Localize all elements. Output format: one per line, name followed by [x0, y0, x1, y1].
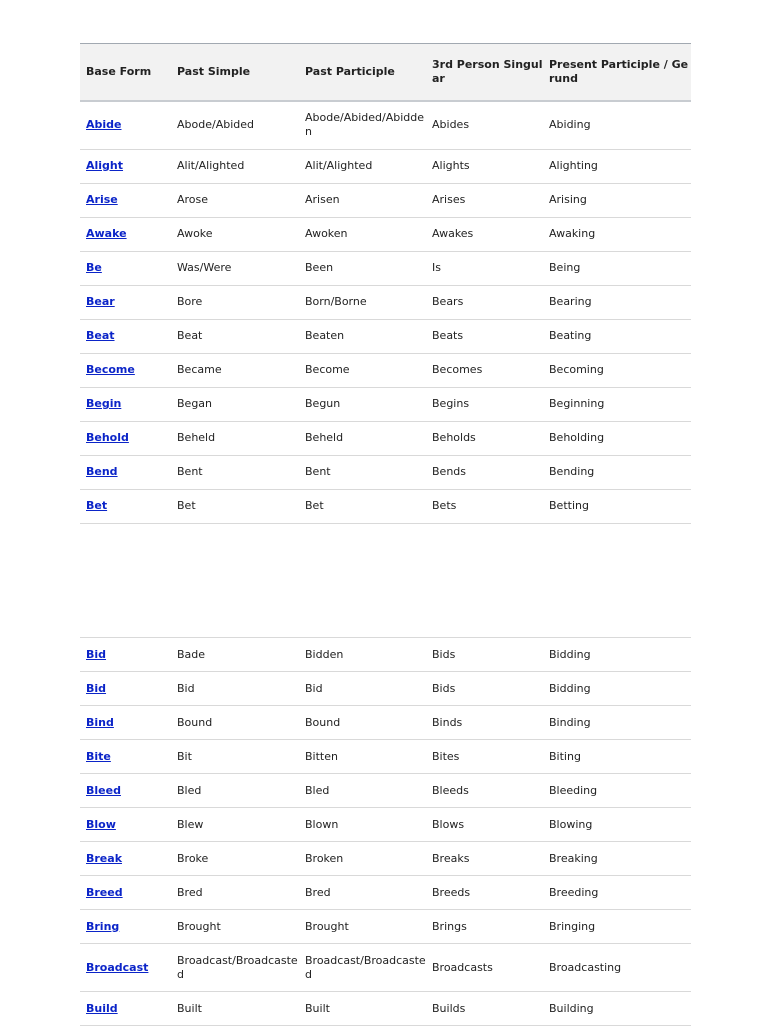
past-participle-cell: Been: [305, 261, 334, 274]
past-simple-cell: Bit: [177, 749, 192, 763]
gerund-cell: Binding: [549, 715, 591, 729]
table-row: [80, 944, 691, 992]
past-simple-cell: Became: [177, 363, 222, 376]
past-participle-cell: Beaten: [305, 329, 345, 342]
table-row: [80, 149, 691, 183]
verb-link[interactable]: Breed: [86, 885, 123, 899]
header-present-participle: Present Participle / Gerund: [549, 58, 689, 85]
past-simple-cell: Brought: [177, 919, 221, 933]
past-participle-cell: Become: [305, 363, 350, 376]
gerund-cell: Bearing: [549, 295, 592, 308]
past-simple-cell: Abode/Abided: [177, 118, 254, 132]
table-row: [80, 774, 691, 808]
past-simple-cell: Bade: [177, 647, 206, 661]
past-participle-cell: Built: [305, 1001, 330, 1015]
base-form-cell: [80, 992, 171, 1026]
gerund-cell: Bidding: [549, 681, 591, 695]
past-simple-cell: Built: [177, 1001, 202, 1015]
gerund-cell: Building: [549, 1001, 594, 1015]
gerund-cell: Beholding: [549, 431, 605, 444]
verb-link[interactable]: Bleed: [86, 783, 121, 797]
third-person-cell: Begins: [432, 397, 470, 410]
past-participle-cell: Brought: [305, 919, 349, 933]
table-row: [80, 910, 691, 944]
table-row: [80, 421, 691, 455]
base-form-cell: [80, 876, 171, 910]
third-person-cell: Blows: [432, 817, 465, 831]
table-row: [80, 353, 691, 387]
gerund-cell: Biting: [549, 749, 581, 763]
past-participle-cell: Blown: [305, 817, 339, 831]
past-simple-cell: Beat: [177, 329, 203, 342]
past-simple-cell: Was/Were: [177, 261, 232, 274]
past-simple-cell: Bore: [177, 295, 203, 308]
base-form-cell: [80, 944, 171, 992]
table-row: [80, 251, 691, 285]
gerund-cell: Awaking: [549, 227, 596, 240]
gerund-cell: Arising: [549, 193, 587, 206]
table-row: [80, 217, 691, 251]
third-person-cell: Binds: [432, 715, 463, 729]
verb-link[interactable]: Build: [86, 1001, 118, 1015]
past-participle-cell: Beheld: [305, 431, 344, 444]
table-2-body: [80, 638, 691, 1026]
past-simple-cell: Blew: [177, 817, 204, 831]
past-participle-cell: Abode/Abided/Abidden: [305, 111, 424, 139]
past-participle-cell: Bound: [305, 715, 341, 729]
gerund-cell: Betting: [549, 499, 589, 512]
gerund-cell: Becoming: [549, 363, 604, 376]
header-third-person-singular: 3rd Person Singular: [432, 58, 543, 85]
third-person-cell: Abides: [432, 118, 470, 132]
base-form-cell: [80, 672, 171, 706]
gerund-cell: Beginning: [549, 397, 605, 410]
verb-link[interactable]: Broadcast: [86, 960, 149, 974]
gerund-cell: Alighting: [549, 159, 598, 172]
past-participle-cell: Alit/Alighted: [305, 159, 373, 172]
verb-link[interactable]: Bind: [86, 715, 114, 729]
base-form-cell: [80, 842, 171, 876]
past-participle-cell: Broadcast/Broadcasted: [305, 953, 426, 981]
verb-link[interactable]: Abide: [86, 118, 122, 132]
verb-table-1: [80, 43, 691, 524]
table-row: [80, 842, 691, 876]
past-participle-cell: Bidden: [305, 647, 344, 661]
base-form-cell: [80, 740, 171, 774]
verb-link[interactable]: Bite: [86, 749, 111, 763]
verb-link[interactable]: Beat: [86, 329, 115, 342]
third-person-cell: Becomes: [432, 363, 483, 376]
third-person-cell: Breaks: [432, 851, 470, 865]
table-row: [80, 455, 691, 489]
third-person-cell: Bleeds: [432, 783, 469, 797]
base-form-cell: [80, 489, 171, 523]
table-row: [80, 876, 691, 910]
gerund-cell: Breaking: [549, 851, 598, 865]
base-form-cell: [80, 285, 171, 319]
gerund-cell: Bending: [549, 465, 595, 478]
third-person-cell: Bends: [432, 465, 466, 478]
third-person-cell: Bites: [432, 749, 460, 763]
past-participle-cell: Bred: [305, 885, 331, 899]
past-simple-cell: Bled: [177, 783, 202, 797]
base-form-cell: [80, 910, 171, 944]
verb-table-2: [80, 637, 691, 1026]
past-participle-cell: Bitten: [305, 749, 338, 763]
base-form-cell: [80, 387, 171, 421]
past-simple-cell: Broadcast/Broadcasted: [177, 953, 298, 981]
table-row: [80, 992, 691, 1026]
verb-link[interactable]: Bend: [86, 465, 118, 478]
verb-link[interactable]: Bid: [86, 647, 107, 661]
gerund-cell: Abiding: [549, 118, 591, 132]
gerund-cell: Beating: [549, 329, 592, 342]
gerund-cell: Bringing: [549, 919, 596, 933]
base-form-cell: [80, 774, 171, 808]
header-past-simple: Past Simple: [177, 65, 251, 78]
base-form-cell: [80, 455, 171, 489]
gerund-cell: Bleeding: [549, 783, 598, 797]
verb-link[interactable]: Bet: [86, 499, 108, 512]
third-person-cell: Is: [432, 261, 441, 274]
third-person-cell: Alights: [432, 159, 470, 172]
table-row: [80, 319, 691, 353]
third-person-cell: Bets: [432, 499, 457, 512]
past-participle-cell: Bet: [305, 499, 324, 512]
table-row: [80, 672, 691, 706]
past-simple-cell: Bent: [177, 465, 203, 478]
past-simple-cell: Bred: [177, 885, 203, 899]
past-simple-cell: Bound: [177, 715, 213, 729]
base-form-cell: [80, 706, 171, 740]
past-simple-cell: Alit/Alighted: [177, 159, 245, 172]
table-row: [80, 285, 691, 319]
table-row: [80, 183, 691, 217]
base-form-cell: [80, 353, 171, 387]
third-person-cell: Beholds: [432, 431, 476, 444]
base-form-cell: [80, 217, 171, 251]
past-participle-cell: Broken: [305, 851, 344, 865]
past-participle-cell: Bled: [305, 783, 330, 797]
verb-link[interactable]: Awake: [86, 227, 127, 240]
verb-link[interactable]: Arise: [86, 193, 118, 206]
past-simple-cell: Arose: [177, 193, 209, 206]
verb-link[interactable]: Be: [86, 261, 102, 274]
past-simple-cell: Bid: [177, 681, 195, 695]
past-simple-cell: Broke: [177, 851, 209, 865]
table-row: [80, 808, 691, 842]
gerund-cell: Being: [549, 261, 581, 274]
verb-link[interactable]: Become: [86, 363, 135, 376]
gerund-cell: Bidding: [549, 647, 591, 661]
base-form-cell: [80, 149, 171, 183]
third-person-cell: Bears: [432, 295, 464, 308]
third-person-cell: Arises: [432, 193, 466, 206]
verb-link[interactable]: Bid: [86, 681, 107, 695]
table-row: [80, 489, 691, 523]
past-simple-cell: Beheld: [177, 431, 216, 444]
third-person-cell: Bids: [432, 647, 456, 661]
base-form-cell: [80, 183, 171, 217]
past-participle-cell: Begun: [305, 397, 341, 410]
verb-link[interactable]: Bear: [86, 295, 115, 308]
verb-link[interactable]: Break: [86, 851, 123, 865]
table-row: [80, 740, 691, 774]
third-person-cell: Awakes: [432, 227, 474, 240]
table-row: [80, 387, 691, 421]
third-person-cell: Builds: [432, 1001, 466, 1015]
past-participle-cell: Awoken: [305, 227, 348, 240]
third-person-cell: Beats: [432, 329, 464, 342]
verb-link[interactable]: Blow: [86, 817, 116, 831]
table-header-row: [80, 44, 691, 102]
header-past-participle: Past Participle: [305, 65, 395, 78]
third-person-cell: Brings: [432, 919, 467, 933]
past-participle-cell: Arisen: [305, 193, 340, 206]
verb-link[interactable]: Begin: [86, 397, 122, 410]
past-simple-cell: Awoke: [177, 227, 213, 240]
base-form-cell: [80, 421, 171, 455]
past-participle-cell: Born/Borne: [305, 295, 367, 308]
base-form-cell: [80, 808, 171, 842]
header-base-form: Base Form: [86, 65, 152, 78]
verb-link[interactable]: Alight: [86, 159, 124, 172]
table-row: [80, 638, 691, 672]
third-person-cell: Breeds: [432, 885, 471, 899]
gerund-cell: Breeding: [549, 885, 599, 899]
base-form-cell: [80, 101, 171, 149]
base-form-cell: [80, 638, 171, 672]
table-1-body: [80, 101, 691, 523]
past-simple-cell: Began: [177, 397, 213, 410]
past-simple-cell: Bet: [177, 499, 196, 512]
base-form-cell: [80, 319, 171, 353]
verb-link[interactable]: Bring: [86, 919, 120, 933]
past-participle-cell: Bent: [305, 465, 331, 478]
third-person-cell: Broadcasts: [432, 960, 493, 974]
gerund-cell: Blowing: [549, 817, 593, 831]
gerund-cell: Broadcasting: [549, 960, 622, 974]
past-participle-cell: Bid: [305, 681, 323, 695]
table-row: [80, 101, 691, 149]
table-row: [80, 706, 691, 740]
verb-link[interactable]: Behold: [86, 431, 129, 444]
third-person-cell: Bids: [432, 681, 456, 695]
base-form-cell: [80, 251, 171, 285]
